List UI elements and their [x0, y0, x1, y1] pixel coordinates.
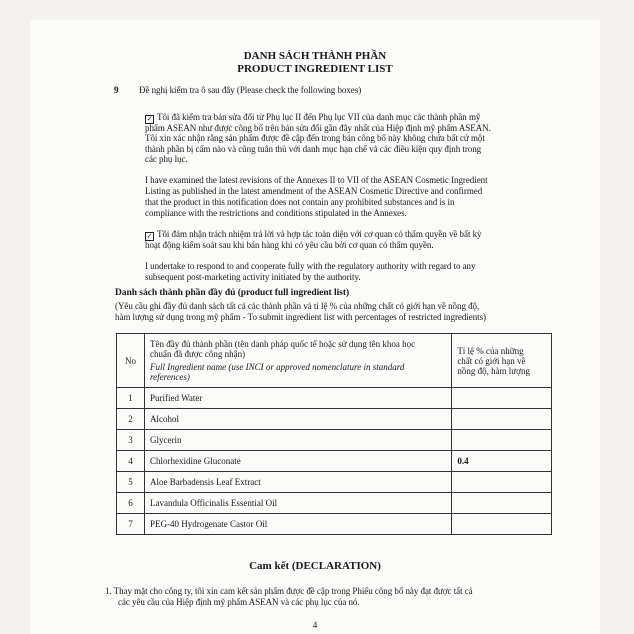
para2-en-line: subsequent post-marketing activity initiated by the authority. — [145, 272, 361, 282]
ingredient-heading: Danh sách thành phần đầy đủ (product full ingredient list) — [115, 288, 350, 298]
row-name: Alcohol — [145, 409, 452, 430]
row-no: 1 — [117, 388, 145, 409]
section-number: 9 — [114, 85, 119, 95]
header-name-vi: chuẩn đã được công nhận) — [150, 349, 246, 359]
title-en: PRODUCT INGREDIENT LIST — [237, 63, 393, 75]
ingredient-note-line: (Yêu cầu ghi đầy đủ danh sách tất cả các thành phần và tỉ lệ % của những chất có giới hạn về nồng độ, — [115, 301, 480, 311]
para-en-line: Listing as published in the latest amendment of the ASEAN Cosmetic Directive and confirmed — [145, 186, 483, 196]
header-name-en: references) — [150, 372, 190, 382]
para-vi-line: Tôi xin xác nhận rằng sản phẩm được đề cập đến trong bản công bố này không chứa bất cứ một — [145, 133, 485, 143]
row-no: 5 — [117, 472, 145, 493]
para2-vi-line: Tôi đảm nhận trách nhiệm trả lời và hợp tác toàn diện với cơ quan có thẩm quyền về bất kỳ — [157, 229, 482, 239]
header-no: No — [117, 334, 145, 388]
para-en-line: that the product in this notification does not contain any prohibited substances and is in — [145, 197, 455, 207]
header-name — [145, 334, 452, 388]
table-row — [117, 409, 552, 430]
checkbox-2[interactable]: ✓ — [146, 232, 153, 240]
para-en-line: I have examined the latest revisions of the Annexes II to VII of the ASEAN Cosmetic Ingredient — [145, 175, 488, 185]
para-vi-line: phẩm ASEAN như được công bố trên bản sửa đổi gần đây nhất của Hiệp định mỹ phẩm ASEAN. — [145, 123, 491, 133]
title-vi: DANH SÁCH THÀNH PHẦN — [243, 50, 387, 62]
document-page — [30, 20, 600, 634]
header-pct-line: nồng độ, hàm lượng — [457, 365, 530, 376]
row-no: 2 — [117, 409, 145, 430]
row-pct — [452, 514, 552, 535]
table-row — [117, 514, 552, 535]
row-pct — [452, 409, 552, 430]
header-pct — [452, 334, 552, 388]
declaration-line: 1. Thay mặt cho công ty, tôi xin cam kết sản phẩm được đề cập trong Phiếu công bố này đạt được tất cả — [105, 586, 473, 596]
row-pct — [452, 388, 552, 409]
row-pct: 0.4 — [452, 451, 552, 472]
table-row — [117, 430, 552, 451]
para-vi-line: thành phần bị cấm nào và cũng tuân thủ với danh mục hạn chế và các điều kiện quy định trong — [145, 144, 482, 154]
row-no: 4 — [117, 451, 145, 472]
para-vi-line: các phụ lục. — [145, 154, 188, 164]
row-no: 3 — [117, 430, 145, 451]
header-pct-line: chất có giới hạn về — [457, 355, 526, 366]
ingredient-table — [116, 333, 552, 535]
row-pct — [452, 430, 552, 451]
row-pct — [452, 472, 552, 493]
para-vi-line: Tôi đã kiểm tra bản sửa đổi từ Phụ lục II đến Phụ lục VII của danh mục các thành phần mỹ — [157, 112, 481, 122]
header-pct-line: Tỉ lệ % của những — [457, 345, 524, 356]
row-name: Chlorhexidine Gluconate — [145, 451, 452, 472]
table-row — [117, 493, 552, 514]
page-number: 4 — [312, 620, 318, 630]
row-pct — [452, 493, 552, 514]
ingredient-note-line: hàm lượng sử dụng trong mỹ phẩm - To submit ingredient list with percentages of restricted ingredients) — [115, 312, 486, 322]
table-row — [117, 472, 552, 493]
section-heading: Đề nghị kiểm tra ô sau đây (Please check the following boxes) — [139, 85, 362, 95]
para2-en-line: I undertake to respond to and cooperate fully with the regulatory authority with regard to any — [145, 261, 476, 271]
declaration-heading: Cam kết (DECLARATION) — [249, 560, 381, 572]
row-name: Glycerin — [145, 430, 452, 451]
row-name: PEG-40 Hydrogenate Castor Oil — [145, 514, 452, 535]
row-name: Aloe Barbadensis Leaf Extract — [145, 472, 452, 493]
header-name-vi: Tên đầy đủ thành phần (tên danh pháp quốc tế hoặc sử dụng tên khoa học — [150, 339, 416, 349]
row-no: 7 — [117, 514, 145, 535]
declaration-line: các yêu cầu của Hiệp định mỹ phẩm ASEAN và các phụ lục của nó. — [118, 597, 360, 607]
header-name-en: Full Ingredient name (use INCI or approved nomenclature in standard — [150, 362, 405, 372]
table-header-row — [117, 334, 552, 388]
checkbox-1[interactable]: ✓ — [146, 115, 153, 123]
row-name: Purified Water — [145, 388, 452, 409]
row-no: 6 — [117, 493, 145, 514]
table-row — [117, 388, 552, 409]
row-name: Lavandula Officinalis Essential Oil — [145, 493, 452, 514]
para2-vi-line: hoạt động kiểm soát sau khi bán hàng khi có yêu cầu bởi cơ quan có thẩm quyền. — [145, 240, 434, 250]
table-row — [117, 451, 552, 472]
para-en-line: compliance with the restrictions and conditions stipulated in the Annexes. — [145, 208, 407, 218]
